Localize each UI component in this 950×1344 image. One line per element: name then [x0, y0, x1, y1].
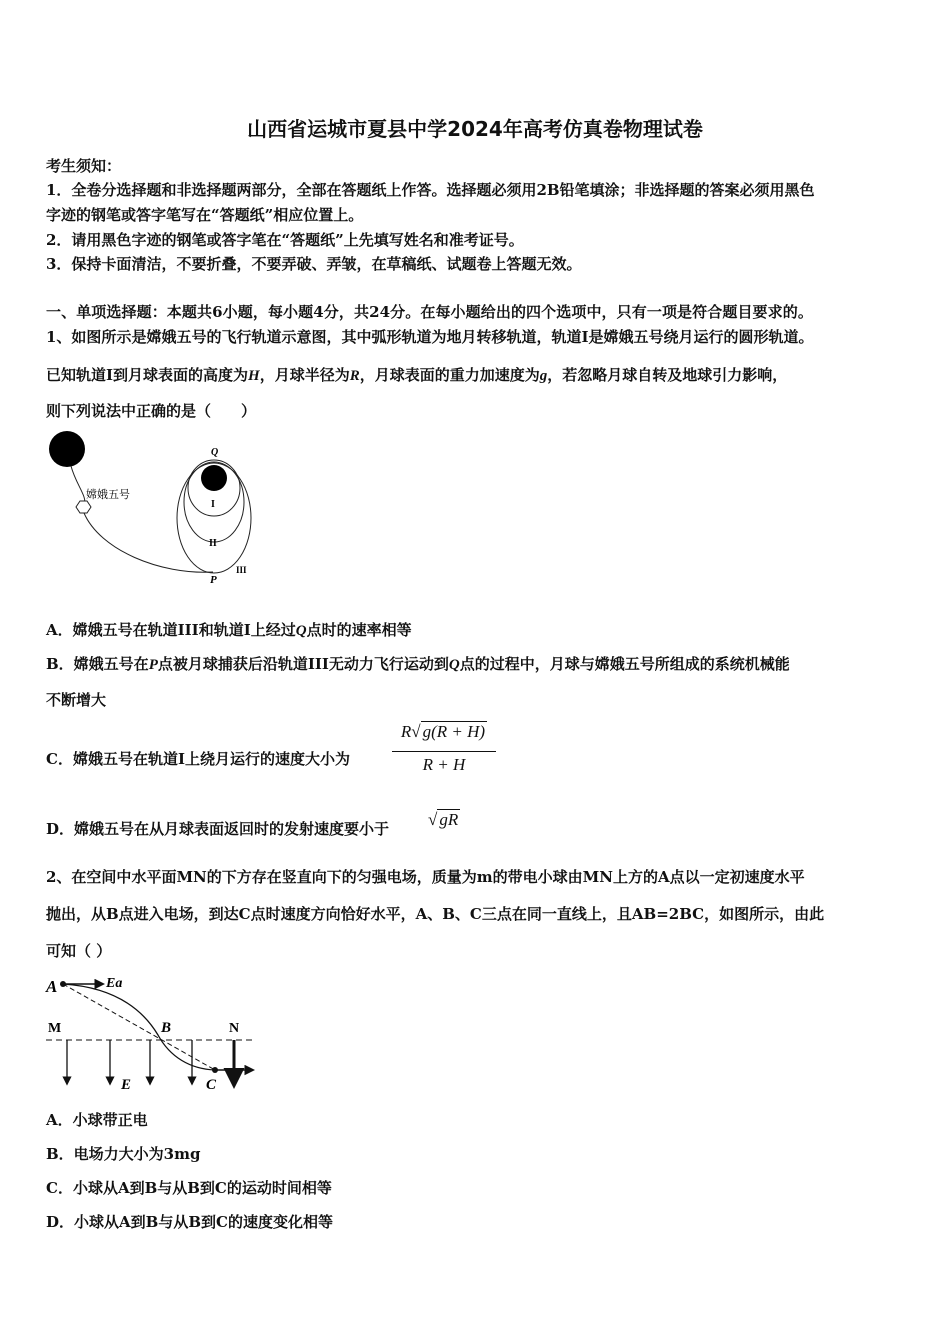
q2-option-b[interactable]: B．电场力大小为3mg	[46, 1145, 201, 1163]
point-m: M	[48, 1021, 62, 1036]
q1-option-d[interactable]: D．嫦娥五号在从月球表面返回时的发射速度要小于	[46, 820, 390, 838]
page-title: 山西省运城市夏县中学2024年高考仿真卷物理试卷	[247, 117, 703, 141]
orbit-iii-label: III	[236, 565, 247, 575]
point-c: C	[206, 1077, 217, 1093]
q2-option-a[interactable]: A．小球带正电	[46, 1111, 148, 1129]
q1-option-b[interactable]: B．嫦娥五号在P点被月球捕获后沿轨道III无动力飞行运动到Q点的过程中，月球与嫦娥五号所组成的系统机械能	[46, 655, 790, 673]
q2-option-c[interactable]: C．小球从A到B与从B到C的运动时间相等	[46, 1179, 332, 1197]
q2-line: 可知（ ）	[46, 942, 112, 960]
notice-item: 2．请用黑色字迹的钢笔或答字笔在“答题纸”上先填写姓名和准考证号。	[46, 231, 524, 249]
q1-option-a[interactable]: A．嫦娥五号在轨道III和轨道I上经过Q点时的速率相等	[46, 621, 412, 639]
q2-line: 抛出，从B点进入电场，到达C点时速度方向恰好水平，A、B、C三点在同一直线上，且AB=2BC，如图所示，由此	[46, 905, 825, 923]
point-n: N	[229, 1021, 240, 1036]
label-e: E	[121, 1077, 132, 1093]
label-ea: Ea	[106, 976, 123, 991]
notice-item: 字迹的钢笔或答字笔写在“答题纸”相应位置上。	[46, 206, 364, 224]
q1-option-c[interactable]: C．嫦娥五号在轨道I上绕月运行的速度大小为	[46, 750, 350, 768]
moon-icon	[201, 465, 227, 491]
q2-option-d[interactable]: D．小球从A到B与从B到C的速度变化相等	[46, 1213, 333, 1231]
orbit-i-label: I	[211, 499, 215, 510]
orbit-ii-label: II	[209, 538, 217, 549]
section-heading: 一、单项选择题：本题共6小题，每小题4分，共24分。在每小题给出的四个选项中，只有一项是符合题目要求的。	[46, 303, 813, 321]
probe-icon	[76, 501, 91, 513]
notice-heading: 考生须知：	[46, 157, 122, 175]
probe-label: 嫦娥五号	[86, 489, 130, 501]
formula-fraction: $\frac{R√ g(R + H)}{R + H}$	[392, 722, 496, 775]
point-b: B	[161, 1020, 172, 1036]
q1-line: 则下列说法中正确的是（ ）	[46, 402, 257, 420]
formula-sqrt: √ gR	[428, 810, 459, 829]
point-p: P	[210, 574, 217, 586]
notice-item: 1．全卷分选择题和非选择题两部分，全部在答题纸上作答。选择题必须用2B铅笔填涂；非选择题的答案必须用黑色	[46, 181, 815, 199]
q1-option-b-cont: 不断增大	[46, 691, 107, 709]
point-q: Q	[211, 447, 219, 458]
notice-item: 3．保持卡面清洁，不要折叠，不要弄破、弄皱，在草稿纸、试题卷上答题无效。	[46, 255, 582, 273]
point-a: A	[46, 977, 58, 996]
earth-icon	[49, 431, 85, 467]
field-diagram	[40, 965, 270, 1100]
orbit-diagram	[40, 425, 270, 595]
q1-line: 1、如图所示是嫦娥五号的飞行轨道示意图，其中弧形轨道为地月转移轨道，轨道I是嫦娥五号绕月运行的圆形轨道。	[46, 328, 814, 346]
q2-line: 2、在空间中水平面MN的下方存在竖直向下的匀强电场，质量为m的带电小球由MN上方的A点以一定初速度水平	[46, 868, 805, 886]
q1-line: 已知轨道I到月球表面的高度为H，月球半径为R，月球表面的重力加速度为g，若忽略月球自转及地球引力影响，	[46, 366, 788, 384]
